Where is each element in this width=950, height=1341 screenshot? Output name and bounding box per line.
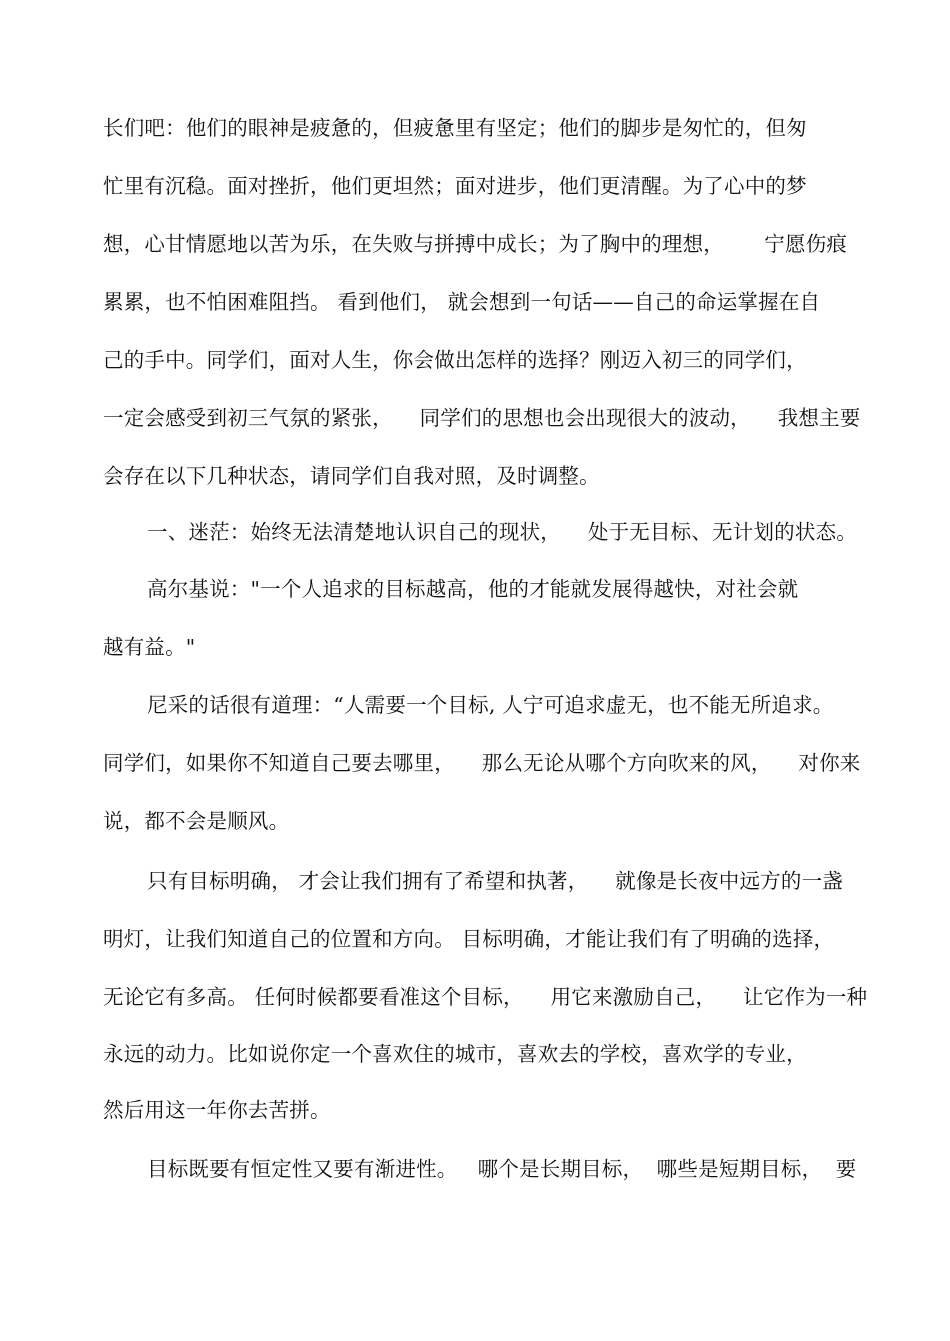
text-line: 越有益。" bbox=[103, 635, 196, 659]
text-line: 忙里有沉稳。面对挫折，他们更坦然；面对进步，他们更清醒。为了心中的梦 bbox=[103, 174, 807, 198]
text-line: 说，都不会是顺风。 bbox=[103, 809, 290, 833]
text-line: 长们吧：他们的眼神是疲惫的，但疲惫里有坚定；他们的脚步是匆忙的，但匆 bbox=[103, 116, 807, 140]
text-line: 目标既要有恒定性又要有渐进性。 哪个是长期目标， 哪些是短期目标， 要 bbox=[147, 1157, 857, 1181]
text-line: 永远的动力。比如说你定一个喜欢住的城市，喜欢去的学校，喜欢学的专业， bbox=[103, 1042, 807, 1066]
text-line: 会存在以下几种状态，请同学们自我对照，及时调整。 bbox=[103, 464, 600, 488]
text-line: 高尔基说："一个人追求的目标越高，他的才能就发展得越快，对社会就 bbox=[147, 577, 799, 601]
text-line: 只有目标明确， 才会让我们拥有了希望和执著， 就像是长夜中远方的一盏 bbox=[147, 869, 843, 893]
text-line: 尼采的话很有道理：“人需要一个目标, 人宁可追求虚无，也不能无所追求。 bbox=[147, 693, 834, 717]
section-heading: 一、迷茫：始终无法清楚地认识自己的现状， 处于无目标、无计划的状态。 bbox=[147, 520, 857, 544]
text-line: 想，心甘情愿地以苦为乐，在失败与拼搏中成长；为了胸中的理想， 宁愿伤痕 bbox=[103, 232, 848, 256]
text-line: 然后用这一年你去苦拼。 bbox=[103, 1098, 331, 1122]
text-line: 无论它有多高。 任何时候都要看准这个目标， 用它来激励自己， 让它作为一种 bbox=[103, 985, 868, 1009]
text-line: 累累，也不怕困难阻挡。 看到他们， 就会想到一句话——自己的命运掌握在自 bbox=[103, 290, 821, 314]
text-line: 一定会感受到初三气氛的紧张， 同学们的思想也会出现很大的波动， 我想主要 bbox=[103, 406, 861, 430]
text-line: 明灯，让我们知道自己的位置和方向。 目标明确，才能让我们有了明确的选择， bbox=[103, 927, 835, 951]
text-line: 同学们，如果你不知道自己要去哪里， 那么无论从哪个方向吹来的风， 对你来 bbox=[103, 751, 861, 775]
text-line: 己的手中。同学们，面对人生，你会做出怎样的选择？刚迈入初三的同学们， bbox=[103, 348, 807, 372]
